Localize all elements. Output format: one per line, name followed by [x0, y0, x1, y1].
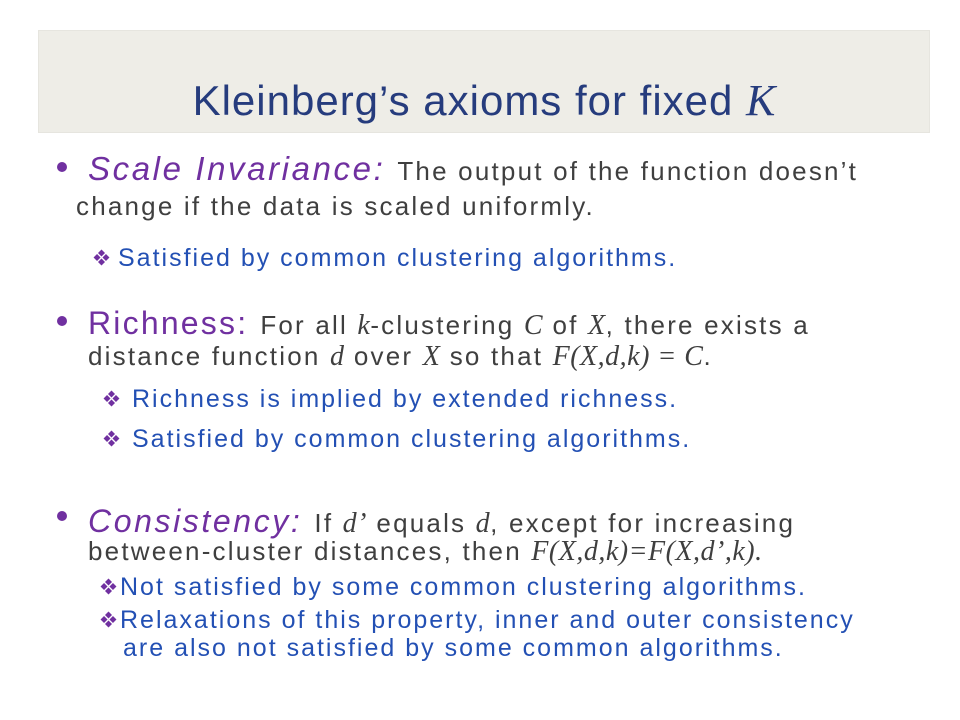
- bullet-dot: [57, 162, 67, 172]
- bullet-heading: Scale Invariance:: [88, 150, 386, 187]
- bullet-text-line: [88, 152, 858, 185]
- text-run: .: [703, 341, 713, 371]
- text-run: equals: [367, 508, 476, 538]
- text-run: , there exists a: [605, 310, 810, 340]
- title-bar: [38, 30, 930, 133]
- sub-bullet-text: Satisfied by common clustering algorithms.: [118, 244, 678, 272]
- sub-bullet-text: Satisfied by common clustering algorithms.: [132, 425, 692, 453]
- sub-bullet-text-continued: are also not satisfied by some common algorithms.: [123, 634, 784, 662]
- math-variable: d: [475, 508, 491, 539]
- four-diamond-icon: [103, 390, 120, 407]
- bullet-dot: [57, 511, 67, 521]
- math-variable: d’: [342, 508, 367, 539]
- bullet-text-line: [88, 538, 763, 566]
- math-variable: k: [357, 310, 371, 341]
- bullet-heading: Consistency:: [88, 503, 303, 539]
- four-diamond-icon: [93, 249, 110, 266]
- sub-bullet: [100, 575, 807, 600]
- math-variable: d: [329, 341, 345, 372]
- sub-bullet: [103, 387, 678, 412]
- sub-bullet-text: Richness is implied by extended richness.: [132, 385, 679, 413]
- math-variable: C: [523, 310, 544, 341]
- text-run: of: [543, 310, 588, 340]
- text-run: distance function: [88, 341, 330, 371]
- text-run: -clustering: [370, 310, 524, 340]
- math-expression: F(X,d,k)=F(X,d’,k).: [531, 536, 763, 567]
- four-diamond-icon: [100, 611, 117, 628]
- bullet-text-line: [88, 307, 810, 340]
- text-run: between-cluster distances, then: [88, 536, 532, 566]
- sub-bullet: [103, 427, 691, 452]
- title-variable: K: [746, 76, 776, 125]
- text-run: The output of the function doesn’t: [397, 156, 859, 186]
- text-run: change if the data is scaled uniformly.: [76, 191, 595, 221]
- text-run: so that: [440, 341, 553, 371]
- bullet-text-line: [88, 343, 713, 371]
- text-run: If: [314, 508, 343, 538]
- four-diamond-icon: [100, 578, 117, 595]
- slide-title-text: Kleinberg’s axioms for fixed: [192, 77, 747, 124]
- text-run: For all: [260, 310, 358, 340]
- sub-bullet: [100, 608, 855, 661]
- sub-bullet-text: Not satisfied by some common clustering algorithms.: [120, 573, 807, 601]
- math-variable: X: [588, 310, 606, 341]
- sub-bullet-text: Relaxations of this property, inner and outer consistency: [120, 606, 855, 634]
- slide-title: [38, 76, 930, 125]
- bullet-text-line: [76, 193, 595, 219]
- text-run: , except for increasing: [490, 508, 796, 538]
- math-variable: X: [422, 341, 441, 372]
- bullet-heading: Richness:: [88, 305, 249, 341]
- bullet-dot: [57, 316, 67, 326]
- math-expression: F(X,d,k) = C: [552, 341, 704, 372]
- sub-bullet: [93, 246, 677, 271]
- four-diamond-icon: [103, 430, 120, 447]
- bullet-text-line: [88, 505, 795, 538]
- text-run: over: [344, 341, 423, 371]
